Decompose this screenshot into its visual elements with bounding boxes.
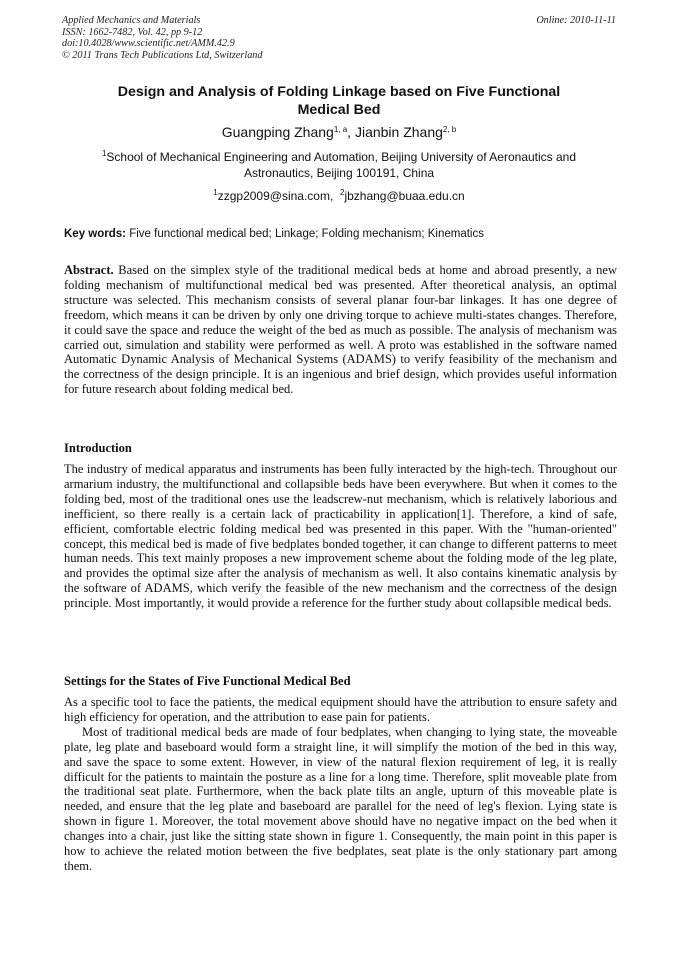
author-emails bbox=[62, 188, 616, 204]
settings-paragraph-2: Most of traditional medical beds are made of four bedplates, when changing to lying state, the moveable plate, leg plate and baseboard would form a straight line, it will simplify the motion of the bed in this way, and save the space to some extent. However, in view of the natural flexion requirement of leg, it is really difficult for the patients to maintain the posture as a line for a long time. Therefore, split moveable plate from the traditional seat plate. Furthermore, when the back plate tilts an angle, upturn of this moveable plate is needed, and ensure that the leg plate and baseboard are parallel for the need of leg's flexion. Lying state is shown in figure 1. Moreover, the total movement above should have no negative impact on the bed when it changes into a chair, just like the sitting state shown in figure 1. Consequently, the main point in this paper is how to achieve the related motion between the five bedplates, seat plate is the only stationary part among them. bbox=[64, 724, 617, 873]
introduction-paragraph: The industry of medical apparatus and instruments has been fully interacted by the high-tech. Throughout our armarium industry, the multifunctional and collapsible beds have been everywhere. But when it comes to the folding bed, most of the traditional ones use the leadscrew-nut mechanism, which is relatively laborious and inefficient, so there really is a certain lack of practicability in application[1]. Therefore, a kind of safe, efficient, comfortable electric folding medical bed was presented in this paper. With the "human-oriented" concept, this medical bed is made of five bedplates bonded together, it can change to different patterns to meet human needs. This text mainly proposes a new improvement scheme about the folding mode of the leg plate, and provides the optimal size after the analysis of mechanism as well. It also contains kinematic analysis by the software of ADAMS, which verify the feasible of the new mechanism and the correctness of the design principle. Most importantly, it would provide a reference for the further study about collapsible medical beds. bbox=[64, 462, 617, 611]
introduction-heading: Introduction bbox=[64, 441, 132, 455]
online-date: Online: 2010-11-11 bbox=[536, 15, 616, 26]
abstract-label: Abstract. bbox=[64, 263, 114, 277]
author-1-name: Guangping Zhang bbox=[221, 124, 334, 140]
doi-line: doi:10.4028/www.scientific.net/AMM.42.9 bbox=[62, 38, 235, 50]
affiliation-sup: 1 bbox=[101, 149, 107, 158]
author-separator: , bbox=[347, 124, 355, 140]
author-2-sup: 2, b bbox=[442, 125, 457, 134]
email-2-sup: 2 bbox=[339, 188, 345, 197]
author-1-sup: 1, a bbox=[333, 125, 348, 134]
affiliation bbox=[62, 149, 616, 181]
paper-title bbox=[62, 83, 616, 119]
settings-heading: Settings for the States of Five Functional Medical Bed bbox=[64, 674, 351, 688]
issn-line: ISSN: 1662-7482, Vol. 42, pp 9-12 bbox=[62, 26, 203, 38]
journal-name: Applied Mechanics and Materials bbox=[62, 15, 201, 26]
abstract-text: Based on the simplex style of the traditional medical beds at home and abroad presently, a new folding mechanism of multifunctional medical bed was presented. After theoretical analysis, an optimal structure was selected. This mechanism consists of several planar four-bar linkages. It has one degree of freedom, which means it can be driven by only one driving torque to achieve multi-states changes. Therefore, it could save the space and reduce the weight of the bed as much as possible. The analysis of mechanism was carried out, simulation and stability were performed as well. A proto was established in the software named Automatic Dynamic Analysis of Mechanical Systems (ADAMS) to verify feasibility of the mechanism and the correctness of the design principle. It is an ingenious and brief design, which provides useful information for future research about folding medical bed. bbox=[64, 263, 618, 397]
settings-section bbox=[64, 695, 617, 874]
email-1-sup: 1 bbox=[213, 188, 218, 197]
keywords bbox=[64, 227, 616, 242]
title-line-1: Design and Analysis of Folding Linkage based on Five Functional bbox=[117, 84, 561, 100]
author-list bbox=[62, 123, 616, 141]
author-2-name: Jianbin Zhang bbox=[354, 124, 443, 140]
affiliation-line-2: Astronautics, Beijing 100191, China bbox=[243, 166, 435, 180]
keywords-label: Key words: bbox=[64, 228, 126, 240]
abstract bbox=[64, 263, 617, 397]
keywords-text: Five functional medical bed; Linkage; Folding mechanism; Kinematics bbox=[129, 228, 484, 240]
journal-header bbox=[62, 15, 616, 61]
email-1: zzgp2009@sina.com, bbox=[217, 189, 334, 203]
affiliation-line-1: School of Mechanical Engineering and Automation, Beijing University of Aeronautics and bbox=[106, 150, 577, 164]
copyright-line: © 2011 Trans Tech Publications Ltd, Switzerland bbox=[62, 49, 263, 61]
title-line-2: Medical Bed bbox=[297, 102, 381, 118]
email-2: jbzhang@buaa.edu.cn bbox=[344, 189, 465, 203]
settings-paragraph-1: As a specific tool to face the patients, the medical equipment should have the attribution to ensure safety and high efficiency for operation, and the attribution to ease pain for patients. bbox=[64, 695, 617, 724]
